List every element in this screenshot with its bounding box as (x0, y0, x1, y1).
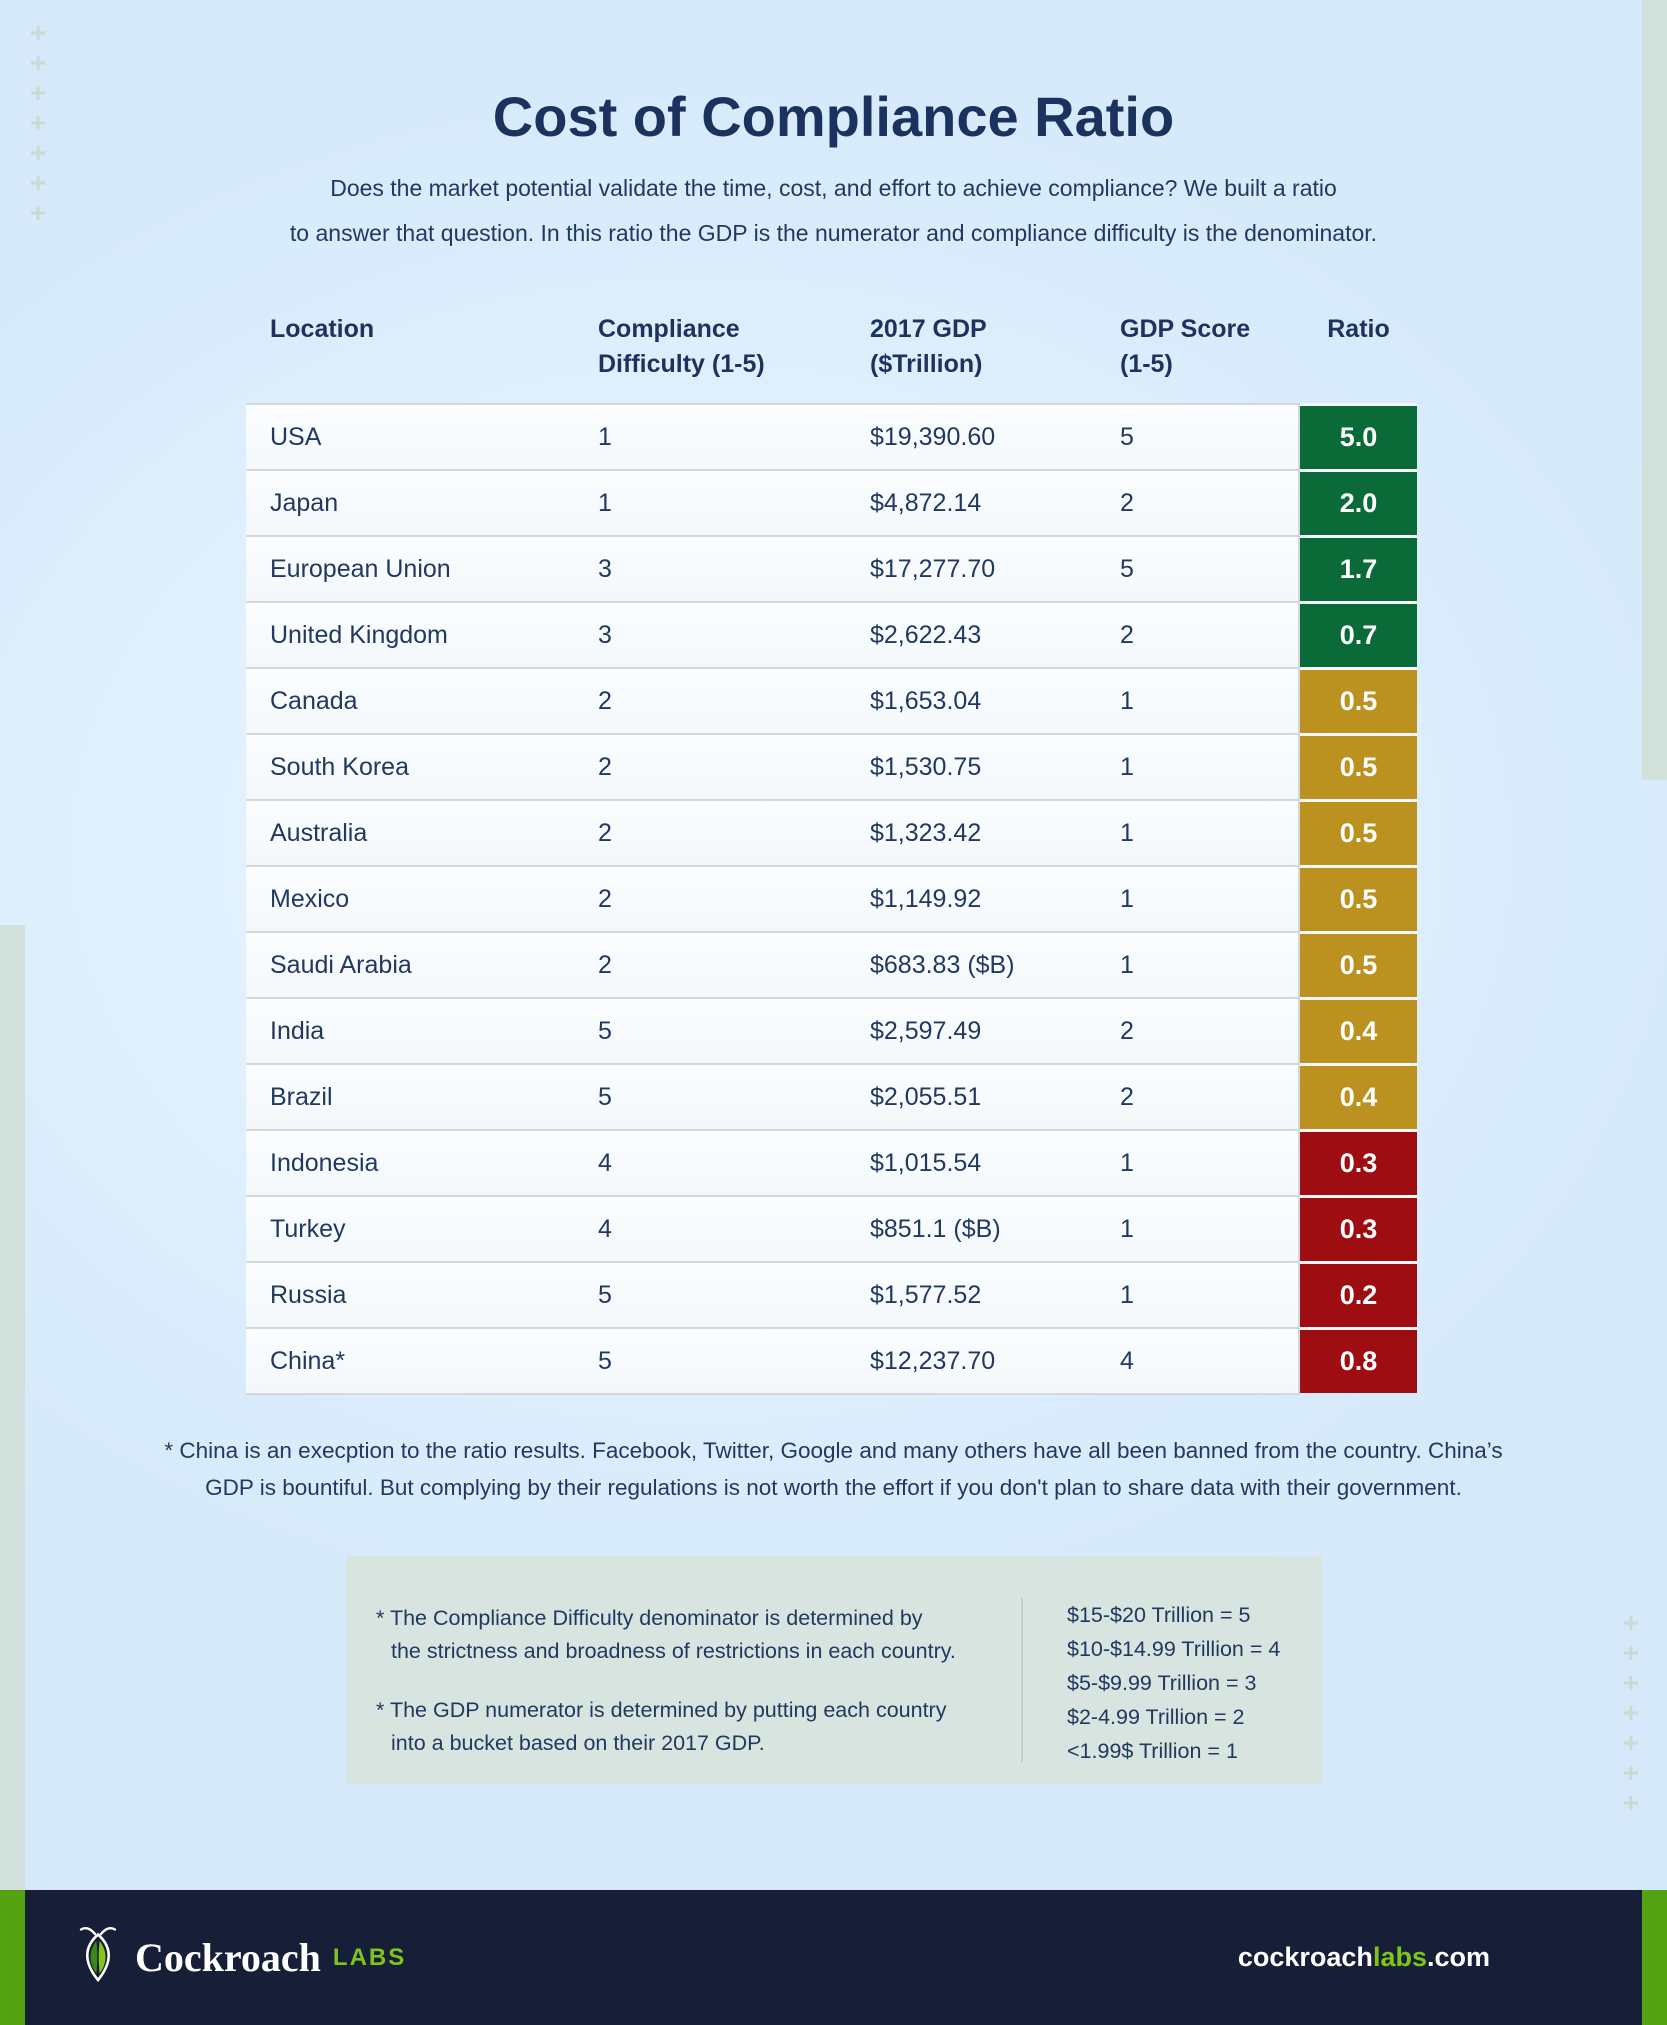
table-row (246, 601, 1417, 667)
row-gdp-score: 5 (1120, 554, 1134, 583)
row-gdp: $19,390.60 (870, 422, 996, 451)
row-location: European Union (270, 554, 451, 583)
footer (0, 1890, 1667, 2025)
gdp-scale-item: $10-$14.99 Trillion = 4 (1067, 1637, 1281, 1661)
row-difficulty: 4 (598, 1148, 612, 1177)
row-location: Australia (270, 818, 368, 847)
ratio-badge: 1.7 (1300, 535, 1417, 601)
row-gdp: $2,622.43 (870, 620, 982, 649)
compliance-ratio-table (246, 312, 1417, 1395)
china-footnote (0, 1432, 1667, 1506)
row-gdp-score: 5 (1120, 422, 1134, 451)
website-url[interactable] (1238, 1942, 1490, 1973)
brand-suffix: LABS (332, 1943, 407, 1971)
row-cells (246, 1063, 1300, 1129)
gdp-scale-item: $5-$9.99 Trillion = 3 (1067, 1671, 1257, 1695)
methodology-notes-box (346, 1556, 1322, 1784)
url-part-cockroach: cockroach (1237, 1942, 1373, 1972)
url-part-labs: labs (1372, 1942, 1427, 1972)
column-header-line-1: Ratio (1327, 315, 1390, 343)
row-cells (246, 733, 1300, 799)
row-cells (246, 667, 1300, 733)
gdp-score-scale (1021, 1598, 1280, 1762)
row-cells (246, 799, 1300, 865)
ratio-badge: 0.4 (1300, 1063, 1417, 1129)
left-edge-strip (0, 925, 25, 1890)
table-row (246, 1261, 1417, 1327)
row-cells (246, 865, 1300, 931)
row-gdp-score: 1 (1120, 1148, 1134, 1177)
table-row (246, 469, 1417, 535)
row-cells (246, 1195, 1300, 1261)
row-difficulty: 5 (598, 1280, 612, 1309)
row-gdp: $4,872.14 (870, 488, 982, 517)
table-row (246, 535, 1417, 601)
cockroach-labs-logo (75, 1925, 406, 1990)
row-gdp: $2,597.49 (870, 1016, 982, 1045)
row-difficulty: 5 (598, 1346, 612, 1375)
row-gdp: $2,055.51 (870, 1082, 982, 1111)
table-row (246, 931, 1417, 997)
note-line-2: into a bucket based on their 2017 GDP. (391, 1731, 765, 1755)
plus-icon: + (30, 137, 47, 168)
row-difficulty: 4 (598, 1214, 612, 1243)
ratio-badge: 2.0 (1300, 469, 1417, 535)
row-gdp: $1,149.92 (870, 884, 982, 913)
table-row (246, 1063, 1417, 1129)
table-row (246, 865, 1417, 931)
plus-icon: + (30, 167, 47, 198)
ratio-badge: 0.5 (1300, 799, 1417, 865)
row-gdp-score: 1 (1120, 752, 1134, 781)
ratio-badge: 0.5 (1300, 733, 1417, 799)
row-location: Brazil (270, 1082, 333, 1111)
subtitle-line-2: to answer that question. In this ratio the GDP is the numerator and compliance difficulty is the denominator. (289, 220, 1378, 246)
row-location: India (270, 1016, 325, 1045)
ratio-badge: 0.3 (1300, 1129, 1417, 1195)
brand-name: Cockroach (135, 1935, 321, 1980)
row-difficulty: 2 (598, 818, 612, 847)
methodology-note (376, 1602, 1021, 1668)
row-cells (246, 469, 1300, 535)
plus-icon: + (1622, 1727, 1639, 1758)
plus-icon: + (30, 17, 47, 48)
row-gdp-score: 1 (1120, 1280, 1134, 1309)
table-row (246, 1327, 1417, 1393)
table-rows (246, 403, 1417, 1393)
plus-icon: + (30, 197, 47, 228)
row-cells (246, 1327, 1300, 1393)
plus-decoration-right (1623, 1608, 1639, 1818)
plus-icon: + (1622, 1757, 1639, 1788)
table-bottom-border (246, 1393, 1300, 1395)
row-location: Russia (270, 1280, 347, 1309)
row-difficulty: 1 (598, 488, 612, 517)
row-location: Mexico (270, 884, 350, 913)
column-header-line-2: Difficulty (1-5) (598, 350, 765, 378)
row-difficulty: 2 (598, 884, 612, 913)
ratio-badge: 0.7 (1300, 601, 1417, 667)
table-row (246, 1195, 1417, 1261)
plus-icon: + (1622, 1667, 1639, 1698)
ratio-badge: 0.3 (1300, 1195, 1417, 1261)
china-footnote-line-2: GDP is bountiful. But complying by their regulations is not worth the effort if you don't plan to share data with their government. (205, 1475, 1462, 1500)
row-gdp-score: 2 (1120, 620, 1134, 649)
table-row (246, 733, 1417, 799)
table-row (246, 667, 1417, 733)
row-gdp: $1,577.52 (870, 1280, 982, 1309)
table-row (246, 403, 1417, 469)
row-gdp: $1,015.54 (870, 1148, 982, 1177)
plus-icon: + (30, 47, 47, 78)
table-row (246, 997, 1417, 1063)
table-header-row (246, 312, 1417, 403)
column-header-line-1: GDP Score (1120, 315, 1251, 343)
row-difficulty: 3 (598, 620, 612, 649)
row-cells (246, 403, 1300, 469)
plus-icon: + (1622, 1697, 1639, 1728)
column-header (1300, 312, 1417, 403)
row-difficulty: 2 (598, 686, 612, 715)
row-location: China* (270, 1346, 346, 1375)
column-header (1120, 312, 1300, 403)
ratio-badge: 0.2 (1300, 1261, 1417, 1327)
row-gdp-score: 1 (1120, 1214, 1134, 1243)
column-header (246, 312, 598, 403)
column-header-line-2: ($Trillion) (870, 350, 983, 378)
subtitle-line-1: Does the market potential validate the time, cost, and effort to achieve compliance? We built a ratio (330, 175, 1337, 201)
methodology-notes (376, 1602, 1021, 1784)
row-gdp: $12,237.70 (870, 1346, 996, 1375)
column-header (870, 312, 1120, 403)
column-header-line-1: Compliance (598, 315, 740, 343)
row-difficulty: 2 (598, 950, 612, 979)
ratio-badge: 0.5 (1300, 667, 1417, 733)
row-location: USA (270, 422, 322, 451)
plus-icon: + (1622, 1637, 1639, 1668)
row-gdp: $851.1 ($B) (870, 1214, 1001, 1243)
note-line-1: * The GDP numerator is determined by putting each country (376, 1698, 947, 1722)
note-line-1: * The Compliance Difficulty denominator is determined by (376, 1606, 923, 1630)
row-gdp: $1,653.04 (870, 686, 982, 715)
ratio-badge: 0.5 (1300, 931, 1417, 997)
row-cells (246, 931, 1300, 997)
row-location: Saudi Arabia (270, 950, 412, 979)
ratio-badge: 5.0 (1300, 403, 1417, 469)
row-gdp-score: 2 (1120, 488, 1134, 517)
plus-icon: + (30, 77, 47, 108)
table-row (246, 799, 1417, 865)
ratio-badge: 0.4 (1300, 997, 1417, 1063)
row-difficulty: 1 (598, 422, 612, 451)
row-gdp-score: 1 (1120, 686, 1134, 715)
page-subtitle (0, 166, 1667, 256)
row-gdp: $683.83 ($B) (870, 950, 1015, 979)
row-gdp-score: 2 (1120, 1082, 1134, 1111)
row-cells (246, 535, 1300, 601)
plus-icon: + (1622, 1787, 1639, 1818)
column-header-line-1: Location (270, 315, 375, 343)
row-location: Japan (270, 488, 339, 517)
ratio-badge: 0.5 (1300, 865, 1417, 931)
row-gdp-score: 1 (1120, 884, 1134, 913)
row-difficulty: 5 (598, 1016, 612, 1045)
row-difficulty: 3 (598, 554, 612, 583)
table-row (246, 1129, 1417, 1195)
row-gdp-score: 2 (1120, 1016, 1134, 1045)
column-header (598, 312, 870, 403)
ratio-badge: 0.8 (1300, 1327, 1417, 1393)
cockroach-bug-icon (75, 1925, 135, 1990)
row-gdp: $17,277.70 (870, 554, 996, 583)
row-cells (246, 1261, 1300, 1327)
gdp-scale-item: $15-$20 Trillion = 5 (1067, 1603, 1251, 1627)
row-location: Turkey (270, 1214, 346, 1243)
note-line-2: the strictness and broadness of restrictions in each country. (391, 1639, 956, 1663)
url-part-com: .com (1426, 1942, 1490, 1972)
column-header-line-2: (1-5) (1120, 350, 1173, 378)
china-footnote-line-1: * China is an execption to the ratio results. Facebook, Twitter, Google and many others have all been banned from the country. China’s (164, 1438, 1503, 1463)
row-gdp: $1,530.75 (870, 752, 982, 781)
column-header-line-1: 2017 GDP (870, 315, 987, 343)
row-gdp-score: 4 (1120, 1346, 1134, 1375)
row-location: Canada (270, 686, 358, 715)
row-cells (246, 997, 1300, 1063)
gdp-scale-item: $2-4.99 Trillion = 2 (1067, 1705, 1245, 1729)
gdp-scale-item: <1.99$ Trillion = 1 (1067, 1739, 1238, 1763)
footer-bar (25, 1890, 1642, 2025)
row-cells (246, 601, 1300, 667)
row-cells (246, 1129, 1300, 1195)
page-title: Cost of Compliance Ratio (492, 85, 1175, 148)
row-location: South Korea (270, 752, 409, 781)
methodology-note (376, 1694, 1021, 1760)
row-difficulty: 2 (598, 752, 612, 781)
row-difficulty: 5 (598, 1082, 612, 1111)
plus-icon: + (30, 107, 47, 138)
row-gdp-score: 1 (1120, 950, 1134, 979)
row-gdp-score: 1 (1120, 818, 1134, 847)
row-location: Indonesia (270, 1148, 379, 1177)
row-location: United Kingdom (270, 620, 448, 649)
plus-icon: + (1622, 1607, 1639, 1638)
row-gdp: $1,323.42 (870, 818, 982, 847)
